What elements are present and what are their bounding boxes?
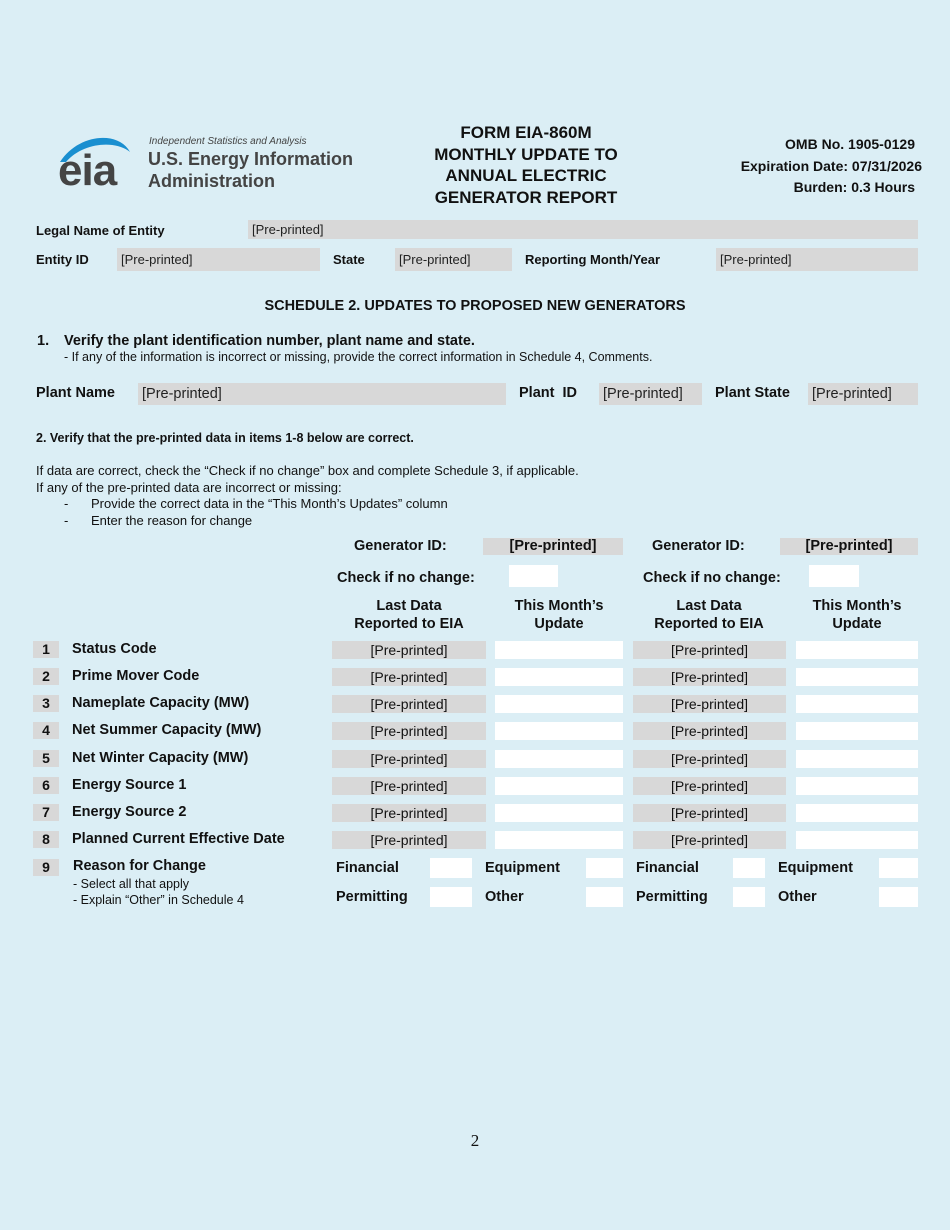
plant-state-field[interactable]: [Pre-printed] (808, 383, 918, 405)
generator-id-label: Generator ID: (652, 538, 745, 554)
expiration-date: Expiration Date: 07/31/2026 (740, 157, 922, 174)
update-field[interactable] (796, 804, 918, 822)
section2-instruction: If data are correct, check the “Check if no change” box and complete Schedule 3, if applicable. (36, 463, 579, 478)
check-no-change-label: Check if no change: (643, 570, 781, 586)
col-header-line: Update (534, 616, 584, 632)
row-item (0, 668, 950, 686)
check-no-change-box[interactable] (509, 565, 558, 587)
reason-equipment-box[interactable] (879, 858, 918, 878)
bullet-mark: - (64, 496, 69, 511)
legal-name-field[interactable]: [Pre-printed] (248, 220, 918, 239)
section1-number: 1. (37, 333, 50, 349)
row-number: 5 (33, 750, 59, 767)
reporting-period-field[interactable]: [Pre-printed] (716, 248, 918, 271)
generator-id-field[interactable]: [Pre-printed] (483, 538, 623, 555)
plant-id-label: Plant ID (519, 385, 578, 401)
reporting-period-label: Reporting Month/Year (525, 252, 661, 267)
reason-note: - Explain “Other” in Schedule 4 (73, 893, 244, 907)
reason-financial-box[interactable] (733, 858, 765, 878)
check-no-change-box[interactable] (809, 565, 859, 587)
form-title-line: FORM EIA-860M (460, 123, 592, 142)
row-label: Planned Current Effective Date (72, 831, 285, 847)
row-label: Status Code (72, 641, 157, 657)
omb-number: OMB No. 1905-0129 (785, 136, 915, 152)
reason-permitting-box[interactable] (733, 887, 765, 907)
col-header-line: Last Data (376, 598, 442, 614)
row-item (0, 831, 950, 849)
generator-id-label: Generator ID: (354, 538, 447, 554)
row-label: Prime Mover Code (72, 668, 200, 684)
update-field[interactable] (796, 695, 918, 713)
last-data-field[interactable]: [Pre-printed] (633, 777, 786, 795)
col-header-line: This Month’s (812, 598, 902, 614)
reason-other-label: Other (778, 889, 817, 905)
update-field[interactable] (495, 695, 623, 713)
eia-logo-line2: Administration (148, 171, 276, 191)
update-field[interactable] (796, 831, 918, 849)
bullet-item: Enter the reason for change (91, 513, 253, 528)
entity-id-field[interactable]: [Pre-printed] (117, 248, 320, 271)
last-data-field[interactable]: [Pre-printed] (633, 722, 786, 740)
form-title-line: GENERATOR REPORT (434, 187, 618, 207)
row-label: Net Winter Capacity (MW) (72, 750, 249, 766)
entity-id-label: Entity ID (36, 252, 89, 267)
reason-financial-box[interactable] (430, 858, 472, 878)
section1-title: Verify the plant identification number, plant name and state. (64, 333, 475, 349)
col-header-update (796, 597, 918, 633)
section2-instruction: If any of the pre-printed data are incorrect or missing: (36, 480, 342, 495)
update-field[interactable] (495, 722, 623, 740)
plant-id-field[interactable]: [Pre-printed] (599, 383, 702, 405)
update-field[interactable] (796, 641, 918, 659)
update-field[interactable] (495, 668, 623, 686)
row-item (0, 804, 950, 822)
reason-equipment-label: Equipment (485, 860, 560, 876)
row-number: 8 (33, 831, 59, 848)
reason-equipment-box[interactable] (586, 858, 623, 878)
row-item (0, 641, 950, 659)
generator-id-field[interactable]: [Pre-printed] (780, 538, 918, 555)
last-data-field[interactable]: [Pre-printed] (633, 641, 786, 659)
page-number: 2 (470, 1131, 480, 1150)
update-field[interactable] (796, 722, 918, 740)
last-data-field[interactable]: [Pre-printed] (332, 804, 486, 822)
col-header-line: Last Data (676, 598, 742, 614)
row-item (0, 695, 950, 713)
last-data-field[interactable]: [Pre-printed] (332, 641, 486, 659)
col-header-line: Reported to EIA (654, 616, 764, 632)
plant-name-field[interactable]: [Pre-printed] (138, 383, 506, 405)
state-field[interactable]: [Pre-printed] (395, 248, 512, 271)
eia-logo-mark: eia (58, 146, 117, 195)
col-header-line: This Month’s (514, 598, 604, 614)
col-header-last-data (333, 597, 485, 633)
check-no-change-label: Check if no change: (337, 570, 475, 586)
last-data-field[interactable]: [Pre-printed] (332, 777, 486, 795)
row-label: Energy Source 1 (72, 777, 187, 793)
col-header-update (495, 597, 623, 633)
update-field[interactable] (495, 641, 623, 659)
row-number: 7 (33, 804, 59, 821)
last-data-field[interactable]: [Pre-printed] (332, 831, 486, 849)
reason-other-box[interactable] (586, 887, 623, 907)
last-data-field[interactable]: [Pre-printed] (633, 750, 786, 768)
update-field[interactable] (495, 777, 623, 795)
reason-equipment-label: Equipment (778, 860, 853, 876)
row-label: Net Summer Capacity (MW) (72, 722, 262, 738)
bullet-mark: - (64, 513, 69, 528)
update-field[interactable] (796, 777, 918, 795)
last-data-field[interactable]: [Pre-printed] (332, 750, 486, 768)
row-label: Energy Source 2 (72, 804, 187, 820)
state-label: State (333, 252, 365, 267)
row-label: Nameplate Capacity (MW) (72, 695, 250, 711)
row-number: 9 (33, 859, 59, 876)
plant-state-label: Plant State (715, 385, 790, 401)
legal-name-label: Legal Name of Entity (36, 223, 165, 238)
form-title-line: ANNUAL ELECTRIC (445, 166, 607, 185)
row-number: 1 (33, 641, 59, 658)
row-number: 2 (33, 668, 59, 685)
row-number: 6 (33, 777, 59, 794)
eia-logo-line1: U.S. Energy Information (148, 149, 354, 169)
section2-title: 2. Verify that the pre-printed data in items 1-8 below are correct. (36, 431, 414, 445)
last-data-field[interactable]: [Pre-printed] (633, 695, 786, 713)
col-header-line: Reported to EIA (354, 616, 464, 632)
reason-note: - Select all that apply (73, 877, 190, 891)
burden: Burden: 0.3 Hours (793, 179, 915, 195)
last-data-field[interactable]: [Pre-printed] (633, 804, 786, 822)
reason-permitting-label: Permitting (336, 889, 408, 905)
bullet-item: Provide the correct data in the “This Month’s Updates” column (91, 496, 448, 511)
update-field[interactable] (796, 750, 918, 768)
reason-permitting-box[interactable] (430, 887, 472, 907)
row-item (0, 750, 950, 768)
row-number: 3 (33, 695, 59, 712)
last-data-field[interactable]: [Pre-printed] (332, 668, 486, 686)
form-title (400, 122, 652, 208)
reason-financial-label: Financial (336, 860, 399, 876)
col-header-line: Update (832, 616, 882, 632)
eia-logo-tagline: Independent Statistics and Analysis (149, 136, 307, 147)
section1-note: - If any of the information is incorrect or missing, provide the correct information in Schedule 4, Comments. (64, 350, 653, 364)
reason-financial-label: Financial (636, 860, 699, 876)
last-data-field[interactable]: [Pre-printed] (332, 722, 486, 740)
row-number: 4 (33, 722, 59, 739)
update-field[interactable] (495, 750, 623, 768)
last-data-field[interactable]: [Pre-printed] (633, 831, 786, 849)
reason-other-box[interactable] (879, 887, 918, 907)
update-field[interactable] (495, 804, 623, 822)
row-item (0, 777, 950, 795)
schedule-title: SCHEDULE 2. UPDATES TO PROPOSED NEW GENERATORS (264, 298, 686, 314)
reason-label: Reason for Change (73, 858, 206, 874)
eia-logo (58, 132, 368, 195)
row-item (0, 722, 950, 740)
update-field[interactable] (796, 668, 918, 686)
update-field[interactable] (495, 831, 623, 849)
reason-permitting-label: Permitting (636, 889, 708, 905)
form-title-line: MONTHLY UPDATE TO (434, 144, 618, 164)
reason-other-label: Other (485, 889, 524, 905)
last-data-field[interactable]: [Pre-printed] (633, 668, 786, 686)
last-data-field[interactable]: [Pre-printed] (332, 695, 486, 713)
plant-name-label: Plant Name (36, 385, 115, 401)
omb-info (741, 134, 922, 199)
col-header-last-data (633, 597, 785, 633)
